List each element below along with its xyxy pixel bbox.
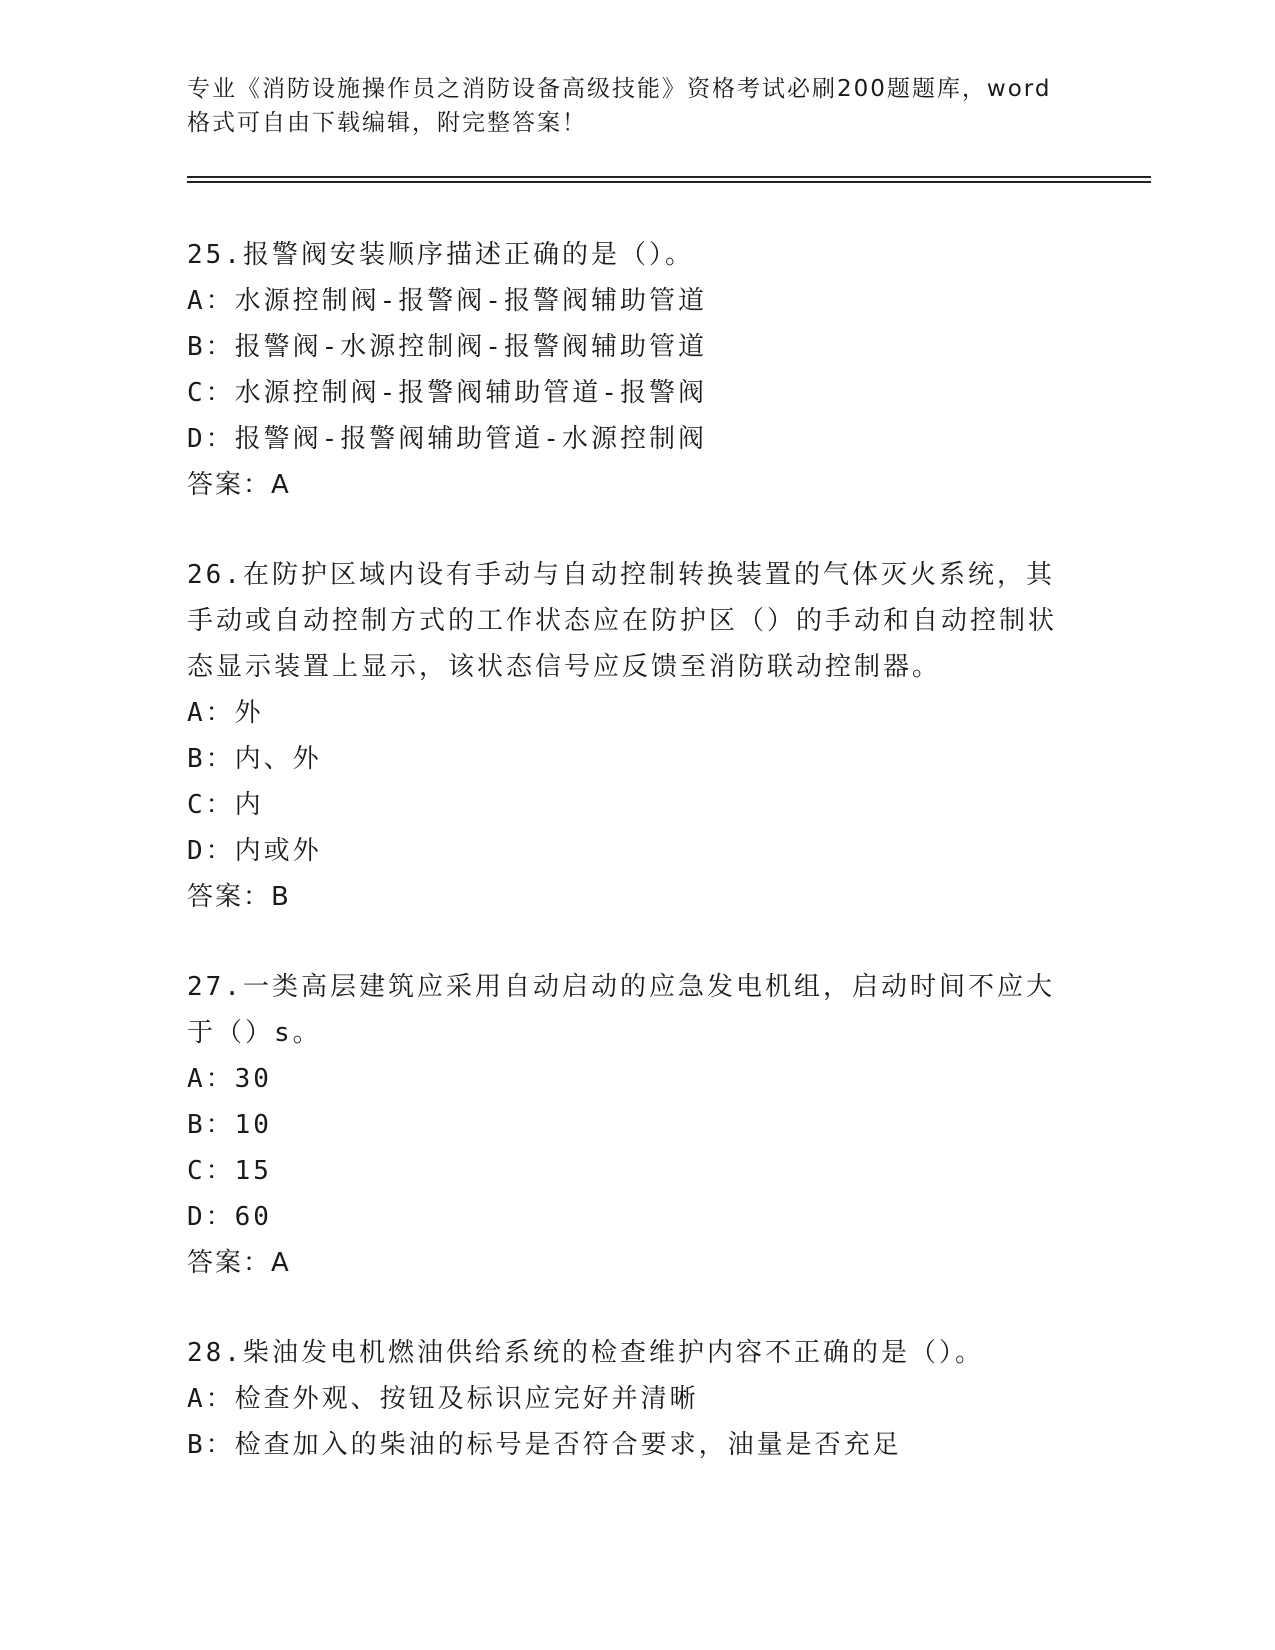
- option-a: A：检查外观、按钮及标识应完好并清晰: [187, 1384, 699, 1414]
- question-stem: 25.报警阀安装顺序描述正确的是（）。: [187, 240, 694, 270]
- answer-line: 答案：B: [187, 882, 291, 912]
- header-divider-bottom: [187, 181, 1151, 183]
- option-b: B：10: [187, 1110, 272, 1140]
- option-d: D：内或外: [187, 836, 322, 866]
- option-b: B：检查加入的柴油的标号是否符合要求，油量是否充足: [187, 1430, 902, 1460]
- option-b: B：报警阀-水源控制阀-报警阀辅助管道: [187, 332, 707, 362]
- option-a: A：水源控制阀-报警阀-报警阀辅助管道: [187, 286, 707, 316]
- document-header: [187, 72, 1067, 140]
- option-d: D：60: [187, 1202, 272, 1232]
- answer-line: 答案：A: [187, 470, 291, 500]
- header-divider-top: [187, 176, 1151, 178]
- header-intro-text: 专业《消防设施操作员之消防设备高级技能》资格考试必刷200题题库，word格式可自由下载编辑，附完整答案！: [187, 76, 1052, 136]
- question-stem: 28.柴油发电机燃油供给系统的检查维护内容不正确的是（）。: [187, 1338, 984, 1368]
- option-c: C：水源控制阀-报警阀辅助管道-报警阀: [187, 378, 707, 408]
- question-28: [187, 1330, 1087, 1468]
- question-27: [187, 964, 1087, 1286]
- option-c: C：15: [187, 1156, 272, 1186]
- option-d: D：报警阀-报警阀辅助管道-水源控制阀: [187, 424, 707, 454]
- answer-line: 答案：A: [187, 1248, 291, 1278]
- option-a: A：30: [187, 1064, 272, 1094]
- question-list: [187, 232, 1087, 1512]
- question-stem: 27.一类高层建筑应采用自动启动的应急发电机组，启动时间不应大于（）s。: [187, 972, 1055, 1048]
- question-26: [187, 552, 1087, 920]
- option-c: C：内: [187, 790, 264, 820]
- option-a: A：外: [187, 698, 264, 728]
- option-b: B：内、外: [187, 744, 322, 774]
- question-stem: 26.在防护区域内设有手动与自动控制转换装置的气体灭火系统，其手动或自动控制方式的工作状态应在防护区（）的手动和自动控制状态显示装置上显示，该状态信号应反馈至消防联动控制器。: [187, 560, 1058, 682]
- question-25: [187, 232, 1087, 508]
